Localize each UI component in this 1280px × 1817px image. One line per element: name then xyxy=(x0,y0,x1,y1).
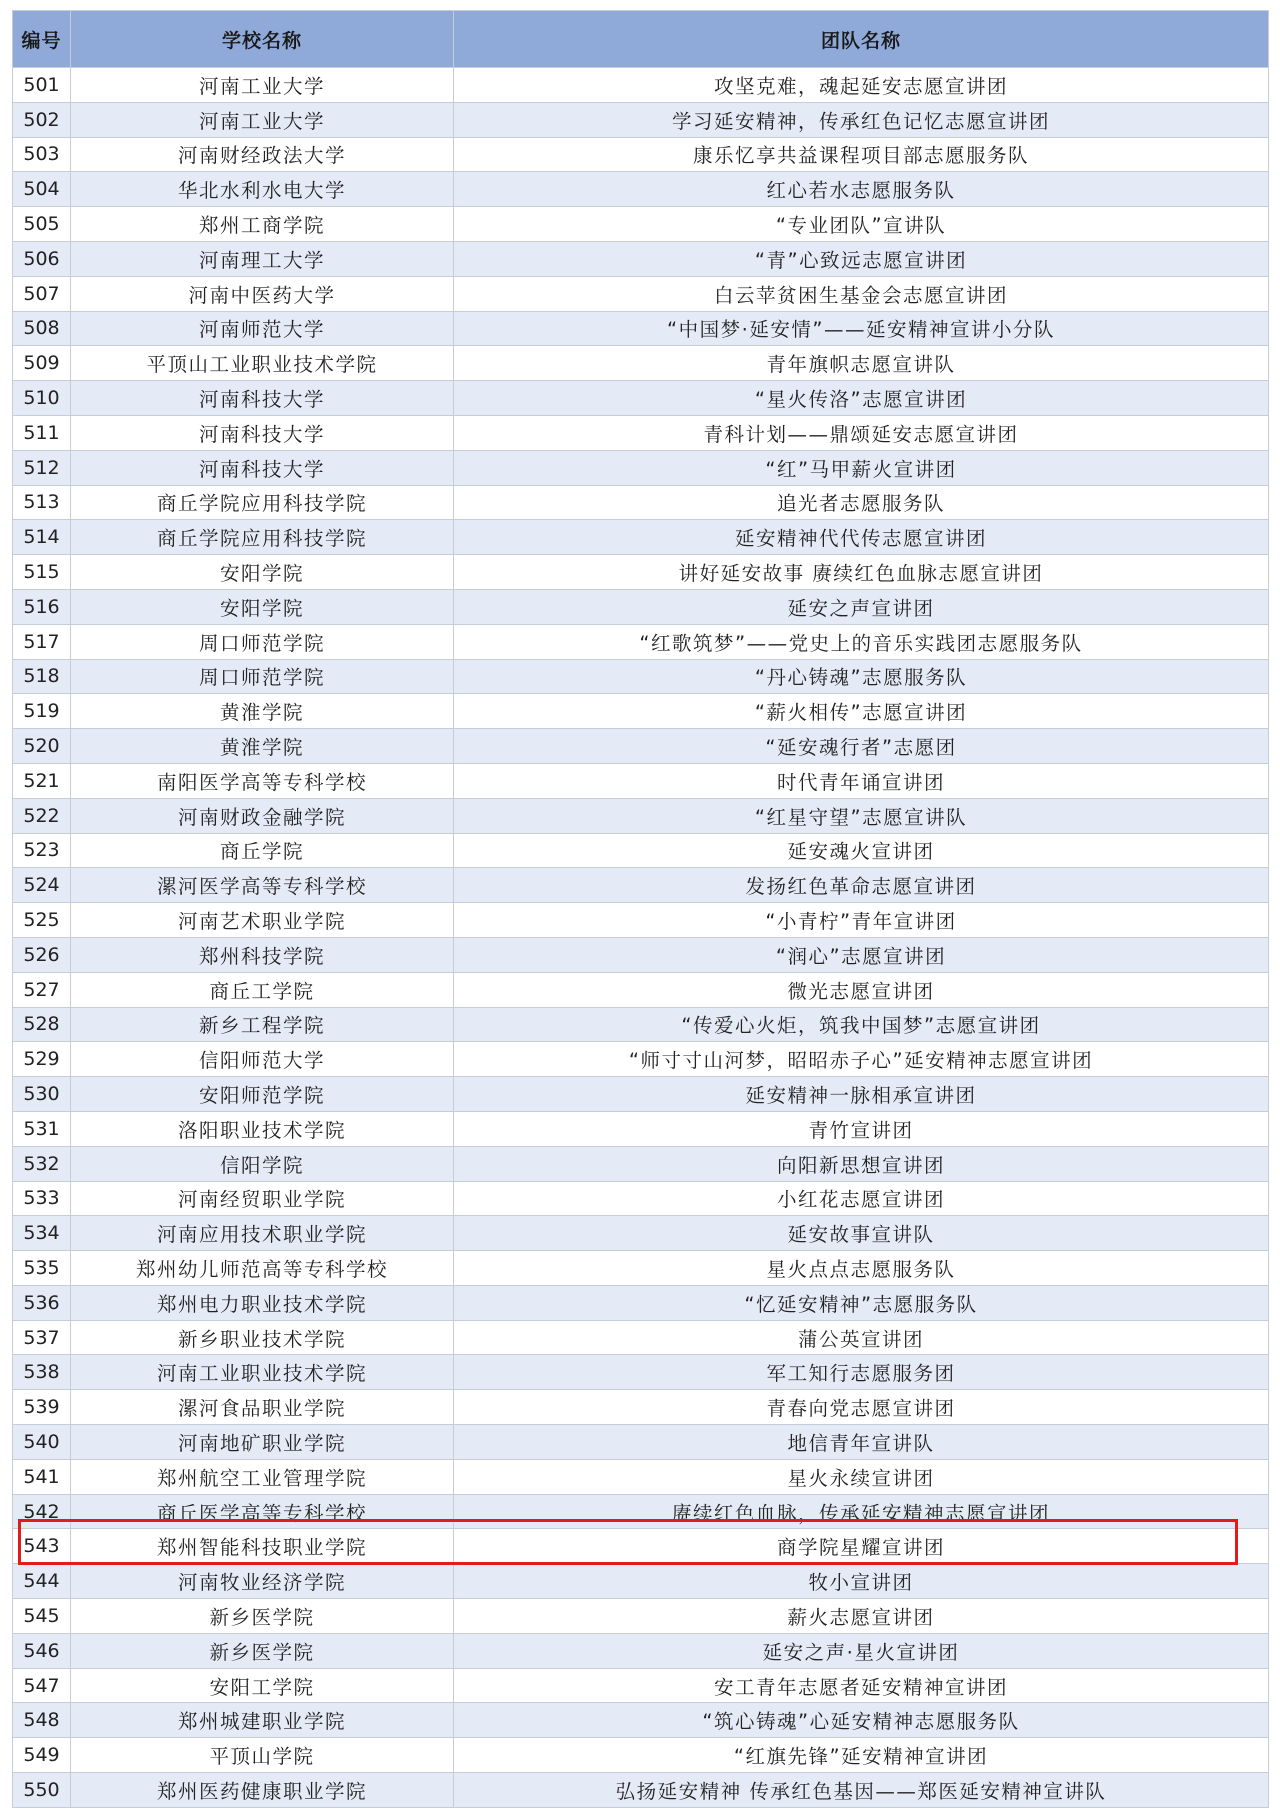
cell-school-name: 河南应用技术职业学院 xyxy=(71,1216,454,1251)
cell-team-name: 向阳新思想宣讲团 xyxy=(454,1146,1269,1181)
cell-school-name: 信阳学院 xyxy=(71,1146,454,1181)
table-row xyxy=(13,1077,1269,1112)
cell-team-name: 青年旗帜志愿宣讲队 xyxy=(454,346,1269,381)
cell-school-name: 安阳学院 xyxy=(71,589,454,624)
cell-school-name: 黄淮学院 xyxy=(71,694,454,729)
cell-team-name: 追光者志愿服务队 xyxy=(454,485,1269,520)
table-row xyxy=(13,311,1269,346)
cell-team-name: 讲好延安故事 赓续红色血脉志愿宣讲团 xyxy=(454,555,1269,590)
cell-team-name: 延安魂火宣讲团 xyxy=(454,833,1269,868)
cell-number: 515 xyxy=(13,555,71,590)
cell-number: 512 xyxy=(13,450,71,485)
cell-school-name: 新乡医学院 xyxy=(71,1633,454,1668)
cell-team-name: 时代青年诵宣讲团 xyxy=(454,763,1269,798)
cell-school-name: 郑州智能科技职业学院 xyxy=(71,1529,454,1564)
cell-team-name: 小红花志愿宣讲团 xyxy=(454,1181,1269,1216)
cell-team-name: “红”马甲薪火宣讲团 xyxy=(454,450,1269,485)
cell-school-name: 河南工业职业技术学院 xyxy=(71,1355,454,1390)
table-row xyxy=(13,1007,1269,1042)
cell-number: 530 xyxy=(13,1077,71,1112)
cell-team-name: 弘扬延安精神 传承红色基因——郑医延安精神宣讲队 xyxy=(454,1773,1269,1808)
cell-team-name: 军工知行志愿服务团 xyxy=(454,1355,1269,1390)
cell-team-name: 星火点点志愿服务队 xyxy=(454,1251,1269,1286)
table-row xyxy=(13,207,1269,242)
cell-number: 522 xyxy=(13,798,71,833)
cell-number: 549 xyxy=(13,1738,71,1773)
cell-school-name: 漯河医学高等专科学校 xyxy=(71,868,454,903)
cell-team-name: 青春向党志愿宣讲团 xyxy=(454,1390,1269,1425)
cell-number: 536 xyxy=(13,1285,71,1320)
table-row xyxy=(13,1251,1269,1286)
cell-number: 548 xyxy=(13,1703,71,1738)
cell-team-name: 青科计划——鼎颂延安志愿宣讲团 xyxy=(454,415,1269,450)
cell-school-name: 华北水利水电大学 xyxy=(71,172,454,207)
cell-team-name: 延安故事宣讲队 xyxy=(454,1216,1269,1251)
cell-team-name: “红旗先锋”延安精神宣讲团 xyxy=(454,1738,1269,1773)
table-row xyxy=(13,798,1269,833)
table-row xyxy=(13,937,1269,972)
table-row xyxy=(13,589,1269,624)
cell-school-name: 河南经贸职业学院 xyxy=(71,1181,454,1216)
cell-number: 550 xyxy=(13,1773,71,1808)
cell-team-name: 延安精神一脉相承宣讲团 xyxy=(454,1077,1269,1112)
cell-school-name: 新乡职业技术学院 xyxy=(71,1320,454,1355)
cell-school-name: 河南科技大学 xyxy=(71,381,454,416)
table-row xyxy=(13,1668,1269,1703)
table-row xyxy=(13,1285,1269,1320)
cell-team-name: 微光志愿宣讲团 xyxy=(454,972,1269,1007)
table-row xyxy=(13,241,1269,276)
cell-number: 540 xyxy=(13,1425,71,1460)
cell-number: 520 xyxy=(13,729,71,764)
table-row xyxy=(13,1390,1269,1425)
table-row xyxy=(13,1633,1269,1668)
cell-school-name: 安阳工学院 xyxy=(71,1668,454,1703)
cell-number: 534 xyxy=(13,1216,71,1251)
table-row xyxy=(13,346,1269,381)
cell-team-name: “忆延安精神”志愿服务队 xyxy=(454,1285,1269,1320)
cell-team-name: “青”心致远志愿宣讲团 xyxy=(454,241,1269,276)
table-row xyxy=(13,102,1269,137)
cell-team-name: 安工青年志愿者延安精神宣讲团 xyxy=(454,1668,1269,1703)
table-row xyxy=(13,1216,1269,1251)
table-row xyxy=(13,833,1269,868)
cell-team-name: 延安精神代代传志愿宣讲团 xyxy=(454,520,1269,555)
cell-number: 508 xyxy=(13,311,71,346)
cell-team-name: 商学院星耀宣讲团 xyxy=(454,1529,1269,1564)
table-row xyxy=(13,972,1269,1007)
cell-number: 507 xyxy=(13,276,71,311)
cell-team-name: “筑心铸魂”心延安精神志愿服务队 xyxy=(454,1703,1269,1738)
table-row xyxy=(13,1773,1269,1808)
cell-school-name: 郑州科技学院 xyxy=(71,937,454,972)
cell-number: 544 xyxy=(13,1564,71,1599)
cell-number: 519 xyxy=(13,694,71,729)
cell-number: 503 xyxy=(13,137,71,172)
cell-number: 545 xyxy=(13,1599,71,1634)
cell-school-name: 平顶山工业职业技术学院 xyxy=(71,346,454,381)
cell-school-name: 河南中医药大学 xyxy=(71,276,454,311)
cell-school-name: 河南科技大学 xyxy=(71,450,454,485)
table-row xyxy=(13,415,1269,450)
cell-team-name: 康乐忆享共益课程项目部志愿服务队 xyxy=(454,137,1269,172)
cell-number: 502 xyxy=(13,102,71,137)
table-row xyxy=(13,763,1269,798)
cell-team-name: “延安魂行者”志愿团 xyxy=(454,729,1269,764)
cell-school-name: 漯河食品职业学院 xyxy=(71,1390,454,1425)
cell-school-name: 河南地矿职业学院 xyxy=(71,1425,454,1460)
cell-school-name: 河南工业大学 xyxy=(71,68,454,103)
cell-school-name: 河南财经政法大学 xyxy=(71,137,454,172)
cell-school-name: 河南财政金融学院 xyxy=(71,798,454,833)
team-roster-table xyxy=(12,10,1269,1808)
cell-number: 529 xyxy=(13,1042,71,1077)
cell-number: 537 xyxy=(13,1320,71,1355)
cell-number: 531 xyxy=(13,1111,71,1146)
table-header xyxy=(13,11,1269,68)
cell-number: 518 xyxy=(13,659,71,694)
cell-school-name: 信阳师范大学 xyxy=(71,1042,454,1077)
cell-school-name: 安阳学院 xyxy=(71,555,454,590)
table-row xyxy=(13,903,1269,938)
cell-team-name: 地信青年宣讲队 xyxy=(454,1425,1269,1460)
cell-team-name: 青竹宣讲团 xyxy=(454,1111,1269,1146)
header-number: 编号 xyxy=(13,11,71,68)
cell-team-name: “润心”志愿宣讲团 xyxy=(454,937,1269,972)
cell-team-name: 赓续红色血脉，传承延安精神志愿宣讲团 xyxy=(454,1494,1269,1529)
cell-number: 504 xyxy=(13,172,71,207)
cell-school-name: 商丘学院 xyxy=(71,833,454,868)
table-row xyxy=(13,1181,1269,1216)
cell-number: 533 xyxy=(13,1181,71,1216)
cell-school-name: 河南师范大学 xyxy=(71,311,454,346)
cell-school-name: 新乡医学院 xyxy=(71,1599,454,1634)
table-row xyxy=(13,1042,1269,1077)
cell-school-name: 周口师范学院 xyxy=(71,624,454,659)
cell-number: 516 xyxy=(13,589,71,624)
cell-number: 513 xyxy=(13,485,71,520)
cell-team-name: 星火永续宣讲团 xyxy=(454,1459,1269,1494)
cell-school-name: 洛阳职业技术学院 xyxy=(71,1111,454,1146)
cell-team-name: 薪火志愿宣讲团 xyxy=(454,1599,1269,1634)
cell-number: 525 xyxy=(13,903,71,938)
cell-team-name: “小青柠”青年宣讲团 xyxy=(454,903,1269,938)
cell-school-name: 周口师范学院 xyxy=(71,659,454,694)
cell-school-name: 新乡工程学院 xyxy=(71,1007,454,1042)
table-row xyxy=(13,1599,1269,1634)
cell-school-name: 河南理工大学 xyxy=(71,241,454,276)
cell-team-name: “师寸寸山河梦，昭昭赤子心”延安精神志愿宣讲团 xyxy=(454,1042,1269,1077)
table-row xyxy=(13,450,1269,485)
cell-number: 517 xyxy=(13,624,71,659)
cell-team-name: 学习延安精神，传承红色记忆志愿宣讲团 xyxy=(454,102,1269,137)
cell-school-name: 郑州电力职业技术学院 xyxy=(71,1285,454,1320)
cell-team-name: “传爱心火炬，筑我中国梦”志愿宣讲团 xyxy=(454,1007,1269,1042)
table-row xyxy=(13,1459,1269,1494)
table-row xyxy=(13,381,1269,416)
cell-school-name: 安阳师范学院 xyxy=(71,1077,454,1112)
cell-number: 543 xyxy=(13,1529,71,1564)
cell-number: 524 xyxy=(13,868,71,903)
cell-number: 527 xyxy=(13,972,71,1007)
cell-school-name: 商丘学院应用科技学院 xyxy=(71,520,454,555)
cell-number: 535 xyxy=(13,1251,71,1286)
table-row xyxy=(13,868,1269,903)
table-row xyxy=(13,729,1269,764)
table-row xyxy=(13,1738,1269,1773)
cell-school-name: 河南牧业经济学院 xyxy=(71,1564,454,1599)
header-school-name: 学校名称 xyxy=(71,11,454,68)
cell-number: 541 xyxy=(13,1459,71,1494)
cell-team-name: “星火传洛”志愿宣讲团 xyxy=(454,381,1269,416)
table-row xyxy=(13,68,1269,103)
table-row xyxy=(13,555,1269,590)
cell-team-name: “红歌筑梦”——党史上的音乐实践团志愿服务队 xyxy=(454,624,1269,659)
cell-number: 539 xyxy=(13,1390,71,1425)
cell-team-name: 延安之声·星火宣讲团 xyxy=(454,1633,1269,1668)
cell-school-name: 河南艺术职业学院 xyxy=(71,903,454,938)
header-row xyxy=(13,11,1269,68)
cell-team-name: “中国梦·延安情”——延安精神宣讲小分队 xyxy=(454,311,1269,346)
cell-number: 526 xyxy=(13,937,71,972)
cell-number: 547 xyxy=(13,1668,71,1703)
cell-team-name: “丹心铸魂”志愿服务队 xyxy=(454,659,1269,694)
cell-team-name: “薪火相传”志愿宣讲团 xyxy=(454,694,1269,729)
cell-school-name: 郑州城建职业学院 xyxy=(71,1703,454,1738)
table-row xyxy=(13,1320,1269,1355)
cell-school-name: 商丘医学高等专科学校 xyxy=(71,1494,454,1529)
table-row xyxy=(13,659,1269,694)
cell-number: 542 xyxy=(13,1494,71,1529)
cell-number: 509 xyxy=(13,346,71,381)
cell-school-name: 郑州工商学院 xyxy=(71,207,454,242)
cell-team-name: 延安之声宣讲团 xyxy=(454,589,1269,624)
cell-school-name: 河南工业大学 xyxy=(71,102,454,137)
cell-school-name: 南阳医学高等专科学校 xyxy=(71,763,454,798)
table-row xyxy=(13,694,1269,729)
header-team-name: 团队名称 xyxy=(454,11,1269,68)
cell-school-name: 平顶山学院 xyxy=(71,1738,454,1773)
table-row xyxy=(13,1529,1269,1564)
cell-school-name: 河南科技大学 xyxy=(71,415,454,450)
table-row xyxy=(13,1494,1269,1529)
cell-number: 546 xyxy=(13,1633,71,1668)
cell-school-name: 郑州医药健康职业学院 xyxy=(71,1773,454,1808)
table-body xyxy=(13,68,1269,1808)
cell-school-name: 商丘学院应用科技学院 xyxy=(71,485,454,520)
table-row xyxy=(13,624,1269,659)
cell-team-name: 牧小宣讲团 xyxy=(454,1564,1269,1599)
table-row xyxy=(13,172,1269,207)
cell-number: 511 xyxy=(13,415,71,450)
table-row xyxy=(13,1564,1269,1599)
cell-school-name: 商丘工学院 xyxy=(71,972,454,1007)
table-row xyxy=(13,1111,1269,1146)
table-row xyxy=(13,1703,1269,1738)
table-row xyxy=(13,1355,1269,1390)
cell-team-name: 红心若水志愿服务队 xyxy=(454,172,1269,207)
cell-number: 532 xyxy=(13,1146,71,1181)
cell-number: 510 xyxy=(13,381,71,416)
cell-number: 538 xyxy=(13,1355,71,1390)
cell-team-name: “专业团队”宣讲队 xyxy=(454,207,1269,242)
cell-number: 501 xyxy=(13,68,71,103)
cell-number: 506 xyxy=(13,241,71,276)
cell-team-name: 蒲公英宣讲团 xyxy=(454,1320,1269,1355)
table-row xyxy=(13,520,1269,555)
cell-team-name: 攻坚克难，魂起延安志愿宣讲团 xyxy=(454,68,1269,103)
cell-number: 528 xyxy=(13,1007,71,1042)
cell-number: 514 xyxy=(13,520,71,555)
cell-team-name: “红星守望”志愿宣讲队 xyxy=(454,798,1269,833)
cell-number: 521 xyxy=(13,763,71,798)
cell-team-name: 发扬红色革命志愿宣讲团 xyxy=(454,868,1269,903)
table-row xyxy=(13,1425,1269,1460)
cell-school-name: 郑州幼儿师范高等专科学校 xyxy=(71,1251,454,1286)
table-row xyxy=(13,137,1269,172)
cell-number: 523 xyxy=(13,833,71,868)
cell-school-name: 郑州航空工业管理学院 xyxy=(71,1459,454,1494)
cell-school-name: 黄淮学院 xyxy=(71,729,454,764)
table-row xyxy=(13,1146,1269,1181)
cell-team-name: 白云苹贫困生基金会志愿宣讲团 xyxy=(454,276,1269,311)
cell-number: 505 xyxy=(13,207,71,242)
table-row xyxy=(13,485,1269,520)
table-row xyxy=(13,276,1269,311)
